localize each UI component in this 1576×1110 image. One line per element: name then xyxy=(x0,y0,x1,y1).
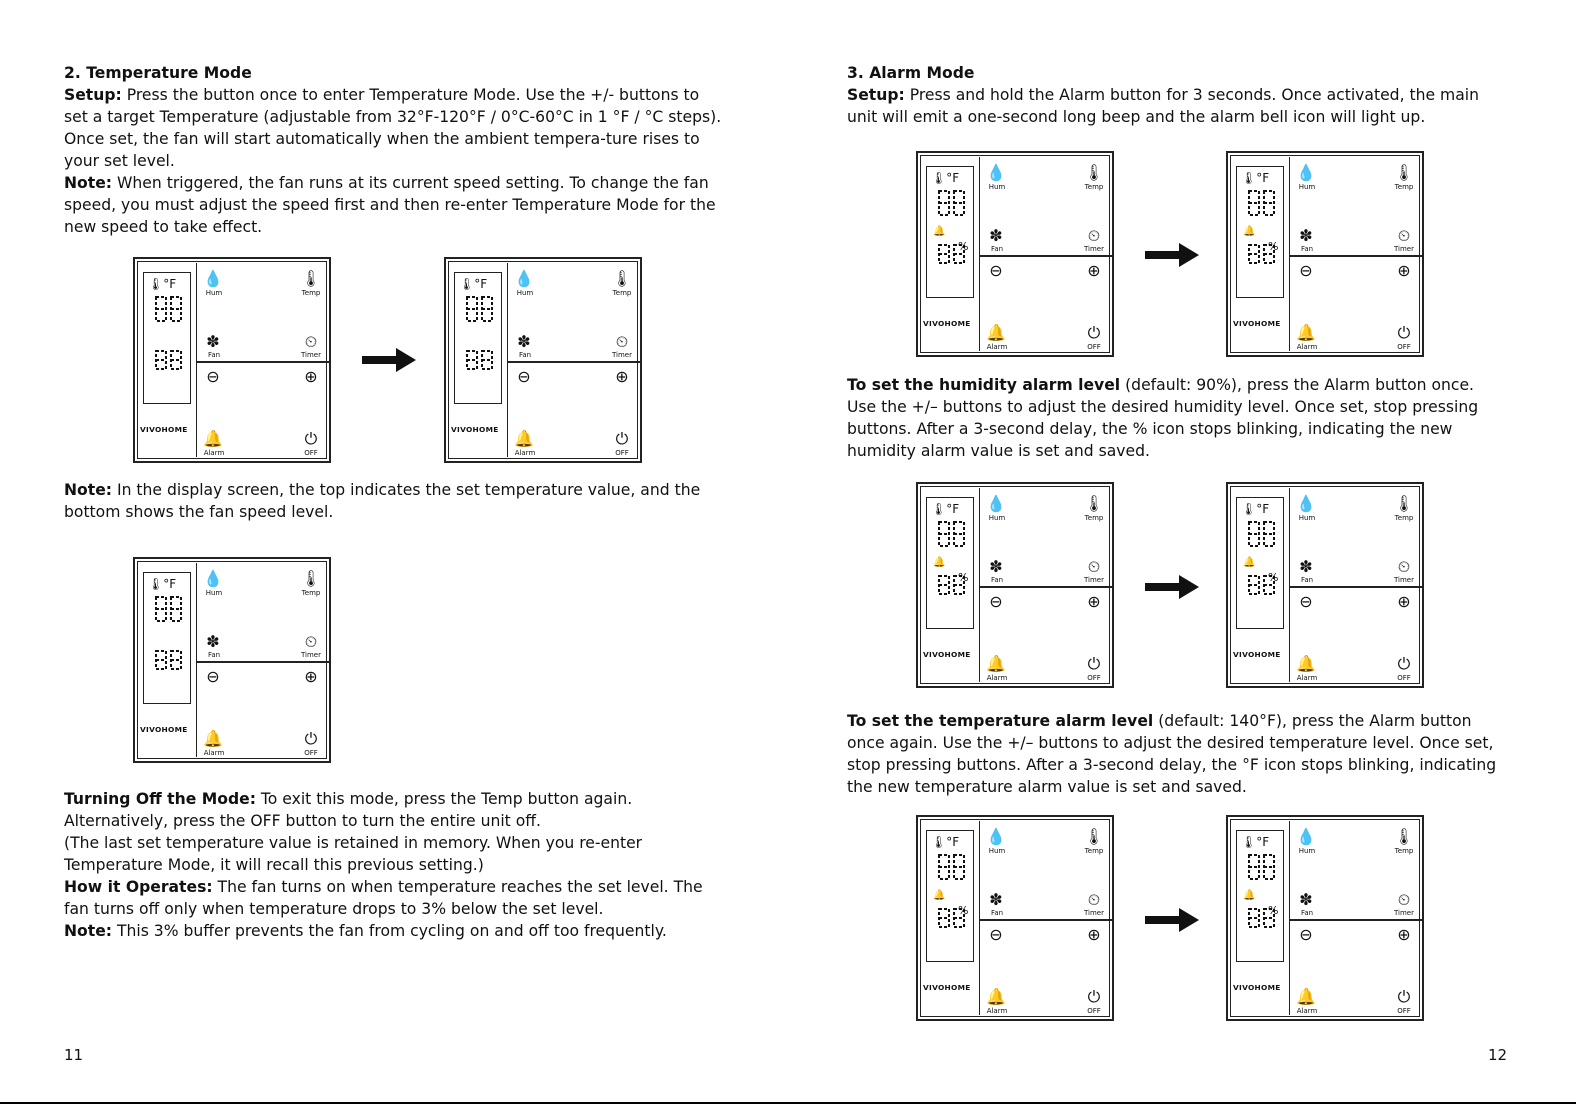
power-icon: ⏻ xyxy=(1087,323,1101,342)
horizontal-divider xyxy=(1289,255,1422,257)
seven-segment-top xyxy=(154,595,184,623)
temp-label: Temp xyxy=(1394,514,1414,522)
fahrenheit-indicator: 🌡°F xyxy=(1241,502,1270,516)
control-panel-diagram-8 xyxy=(916,815,1114,1021)
thermometer-icon: 🌡 xyxy=(1241,171,1257,185)
bottom-rule xyxy=(0,1102,1576,1104)
plus-icon: ⊕ xyxy=(615,367,629,386)
temp-label: Temp xyxy=(1394,847,1414,855)
off-label: OFF xyxy=(304,449,318,457)
fan-icon: ✽ xyxy=(517,332,531,351)
timer-label: Timer xyxy=(300,651,321,659)
off-label: OFF xyxy=(615,449,629,457)
hum-label: Hum xyxy=(988,183,1006,191)
thermometer-icon: 🌡 xyxy=(300,269,322,288)
bell-icon: 🔔 xyxy=(986,654,1006,673)
seven-segment-bottom xyxy=(465,349,495,377)
arrow-right-icon xyxy=(362,348,416,372)
percent-indicator: % xyxy=(958,904,969,917)
bell-icon: 🔔 xyxy=(1296,323,1316,342)
percent-indicator: % xyxy=(1268,240,1279,253)
lcd-display xyxy=(926,497,974,629)
percent-indicator: % xyxy=(1268,904,1279,917)
temp-label: Temp xyxy=(1394,183,1414,191)
droplets-icon: 💧 xyxy=(986,163,1006,182)
off-label: OFF xyxy=(1397,674,1411,682)
left-page-text xyxy=(64,62,724,238)
alarm-label: Alarm xyxy=(203,449,225,457)
plus-icon: ⊕ xyxy=(304,667,318,686)
seven-segment-top xyxy=(1247,189,1277,217)
lcd-display xyxy=(143,572,191,704)
temperature-setup-paragraph: Setup: Press the button once to enter Temperature Mode. Use the +/- buttons to set a target Temperature (adjustable from 32°F-120°F / 0°C-60°C in 1 °F / °C steps). Once set, the fan will start automatically when the ambient tempera-ture rises to your set level. xyxy=(64,86,722,170)
bell-icon: 🔔 xyxy=(1296,987,1316,1006)
fahrenheit-indicator: 🌡°F xyxy=(1241,835,1270,849)
horizontal-divider xyxy=(979,255,1112,257)
hum-label: Hum xyxy=(988,847,1006,855)
temp-label: Temp xyxy=(1084,847,1104,855)
hum-label: Hum xyxy=(1298,514,1316,522)
seven-segment-top xyxy=(937,853,967,881)
vivohome-logo: VIVOHOME xyxy=(1233,319,1281,328)
clock-icon: ⏲ xyxy=(1397,226,1411,245)
clock-icon: ⏲ xyxy=(304,632,318,651)
thermometer-icon: 🌡 xyxy=(1083,163,1105,182)
minus-icon: ⊖ xyxy=(989,261,1003,280)
arrow-right-icon xyxy=(1145,908,1199,932)
thermometer-icon: 🌡 xyxy=(931,835,947,849)
horizontal-divider xyxy=(507,361,640,363)
temp-label: Temp xyxy=(1084,183,1104,191)
lcd-display xyxy=(454,272,502,404)
percent-indicator: % xyxy=(1268,571,1279,584)
seven-segment-bottom xyxy=(154,349,184,377)
seven-segment-top xyxy=(465,295,495,323)
control-panel-diagram-6 xyxy=(916,482,1114,688)
vivohome-logo: VIVOHOME xyxy=(451,425,499,434)
minus-icon: ⊖ xyxy=(1299,261,1313,280)
thermometer-icon: 🌡 xyxy=(1083,827,1105,846)
temp-label: Temp xyxy=(1084,514,1104,522)
fan-label: Fan xyxy=(518,351,532,359)
minus-icon: ⊖ xyxy=(989,592,1003,611)
percent-indicator: % xyxy=(958,571,969,584)
temp-label: Temp xyxy=(301,289,321,297)
alarm-label: Alarm xyxy=(514,449,536,457)
bell-indicator-icon: 🔔 xyxy=(1243,557,1256,568)
minus-icon: ⊖ xyxy=(206,367,220,386)
display-note: Note: In the display screen, the top indicates the set temperature value, and the bottom shows the fan speed level. xyxy=(64,481,701,521)
turning-off-section: Turning Off the Mode: To exit this mode, press the Temp button again. Alternatively, press the OFF button to turn the entire unit off. (The last set temperature value is retained in memory. When you re-enter Temperature Mode, it will recall this previous setting.) How it Operates: The fan turns on when temperature reaches the set level. The fan turns off only when temperature drops to 3% below the set level. Note: This 3% buffer prevents the fan from cycling on and off too frequently. xyxy=(64,790,703,940)
thermometer-icon: 🌡 xyxy=(931,502,947,516)
vivohome-logo: VIVOHOME xyxy=(140,725,188,734)
arrow-right-icon xyxy=(1145,575,1199,599)
fan-icon: ✽ xyxy=(989,226,1003,245)
thermometer-icon: 🌡 xyxy=(611,269,633,288)
hum-label: Hum xyxy=(516,289,534,297)
thermometer-icon: 🌡 xyxy=(931,171,947,185)
plus-icon: ⊕ xyxy=(304,367,318,386)
off-label: OFF xyxy=(1397,1007,1411,1015)
hum-label: Hum xyxy=(205,289,223,297)
vertical-divider xyxy=(1289,488,1290,682)
vertical-divider xyxy=(1289,821,1290,1015)
alarm-label: Alarm xyxy=(986,1007,1008,1015)
bell-indicator-icon: 🔔 xyxy=(1243,226,1256,237)
hum-label: Hum xyxy=(988,514,1006,522)
minus-icon: ⊖ xyxy=(206,667,220,686)
fan-label: Fan xyxy=(207,351,221,359)
alarm-label: Alarm xyxy=(1296,1007,1318,1015)
horizontal-divider xyxy=(196,361,329,363)
control-panel-diagram-5 xyxy=(1226,151,1424,357)
control-panel-diagram-9 xyxy=(1226,815,1424,1021)
thermometer-icon: 🌡 xyxy=(1241,835,1257,849)
horizontal-divider xyxy=(196,661,329,663)
droplets-icon: 💧 xyxy=(1296,827,1316,846)
fan-label: Fan xyxy=(990,909,1004,917)
bell-icon: 🔔 xyxy=(203,429,223,448)
fan-icon: ✽ xyxy=(206,632,220,651)
vertical-divider xyxy=(196,563,197,757)
bell-icon: 🔔 xyxy=(203,729,223,748)
thermometer-icon: 🌡 xyxy=(1393,494,1415,513)
hum-label: Hum xyxy=(1298,183,1316,191)
timer-label: Timer xyxy=(1083,909,1104,917)
bell-indicator-icon: 🔔 xyxy=(933,557,946,568)
seven-segment-top xyxy=(937,520,967,548)
thermometer-icon: 🌡 xyxy=(1083,494,1105,513)
fan-label: Fan xyxy=(990,576,1004,584)
lcd-display xyxy=(1236,830,1284,962)
horizontal-divider xyxy=(979,586,1112,588)
vivohome-logo: VIVOHOME xyxy=(923,983,971,992)
fahrenheit-indicator: 🌡°F xyxy=(148,277,177,291)
page-number-right: 12 xyxy=(1488,1046,1508,1064)
power-icon: ⏻ xyxy=(1397,654,1411,673)
temp-label: Temp xyxy=(612,289,632,297)
power-icon: ⏻ xyxy=(1397,323,1411,342)
fahrenheit-indicator: 🌡°F xyxy=(459,277,488,291)
vivohome-logo: VIVOHOME xyxy=(1233,650,1281,659)
clock-icon: ⏲ xyxy=(304,332,318,351)
fahrenheit-indicator: 🌡°F xyxy=(1241,171,1270,185)
vertical-divider xyxy=(507,263,508,457)
droplets-icon: 💧 xyxy=(203,269,223,288)
bell-icon: 🔔 xyxy=(514,429,534,448)
plus-icon: ⊕ xyxy=(1397,592,1411,611)
bell-icon: 🔔 xyxy=(986,987,1006,1006)
alarm-label: Alarm xyxy=(1296,674,1318,682)
power-icon: ⏻ xyxy=(304,429,318,448)
fan-icon: ✽ xyxy=(989,890,1003,909)
fan-icon: ✽ xyxy=(1299,890,1313,909)
timer-label: Timer xyxy=(1083,576,1104,584)
droplets-icon: 💧 xyxy=(1296,494,1316,513)
plus-icon: ⊕ xyxy=(1087,592,1101,611)
power-icon: ⏻ xyxy=(1397,987,1411,1006)
control-panel-diagram-1 xyxy=(133,257,331,463)
vivohome-logo: VIVOHOME xyxy=(923,319,971,328)
off-label: OFF xyxy=(1087,343,1101,351)
thermometer-icon: 🌡 xyxy=(148,577,164,591)
fan-icon: ✽ xyxy=(1299,226,1313,245)
control-panel-diagram-2 xyxy=(444,257,642,463)
arrow-right-icon xyxy=(1145,243,1199,267)
timer-label: Timer xyxy=(611,351,632,359)
fan-label: Fan xyxy=(1300,576,1314,584)
alarm-setup-paragraph: Setup: Press and hold the Alarm button for 3 seconds. Once activated, the main unit will emit a one-second long beep and the alarm bell icon will light up. xyxy=(847,86,1480,126)
vertical-divider xyxy=(979,157,980,351)
fan-label: Fan xyxy=(207,651,221,659)
plus-icon: ⊕ xyxy=(1397,925,1411,944)
thermometer-icon: 🌡 xyxy=(1393,163,1415,182)
power-icon: ⏻ xyxy=(615,429,629,448)
vertical-divider xyxy=(979,821,980,1015)
bell-indicator-icon: 🔔 xyxy=(1243,890,1256,901)
seven-segment-top xyxy=(937,189,967,217)
thermometer-icon: 🌡 xyxy=(300,569,322,588)
page-number-left: 11 xyxy=(64,1046,84,1064)
fahrenheit-indicator: 🌡°F xyxy=(931,171,960,185)
thermometer-icon: 🌡 xyxy=(1393,827,1415,846)
thermometer-icon: 🌡 xyxy=(148,277,164,291)
off-label: OFF xyxy=(304,749,318,757)
control-panel-diagram-3 xyxy=(133,557,331,763)
temperature-mode-heading: 2. Temperature Mode xyxy=(64,64,252,82)
bell-indicator-icon: 🔔 xyxy=(933,890,946,901)
minus-icon: ⊖ xyxy=(1299,592,1313,611)
lcd-display xyxy=(1236,497,1284,629)
power-icon: ⏻ xyxy=(1087,987,1101,1006)
timer-label: Timer xyxy=(300,351,321,359)
right-page-text xyxy=(847,62,1507,128)
horizontal-divider xyxy=(979,919,1112,921)
hum-label: Hum xyxy=(205,589,223,597)
fan-icon: ✽ xyxy=(206,332,220,351)
vivohome-logo: VIVOHOME xyxy=(140,425,188,434)
droplets-icon: 💧 xyxy=(986,827,1006,846)
alarm-label: Alarm xyxy=(1296,343,1318,351)
fahrenheit-indicator: 🌡°F xyxy=(931,835,960,849)
fahrenheit-indicator: 🌡°F xyxy=(148,577,177,591)
fan-label: Fan xyxy=(1300,909,1314,917)
plus-icon: ⊕ xyxy=(1397,261,1411,280)
hum-label: Hum xyxy=(1298,847,1316,855)
plus-icon: ⊕ xyxy=(1087,925,1101,944)
seven-segment-top xyxy=(154,295,184,323)
power-icon: ⏻ xyxy=(304,729,318,748)
vertical-divider xyxy=(1289,157,1290,351)
clock-icon: ⏲ xyxy=(1087,890,1101,909)
control-panel-diagram-7 xyxy=(1226,482,1424,688)
bell-icon: 🔔 xyxy=(1296,654,1316,673)
clock-icon: ⏲ xyxy=(615,332,629,351)
off-label: OFF xyxy=(1397,343,1411,351)
thermometer-icon: 🌡 xyxy=(459,277,475,291)
vivohome-logo: VIVOHOME xyxy=(1233,983,1281,992)
power-icon: ⏻ xyxy=(1087,654,1101,673)
fan-label: Fan xyxy=(990,245,1004,253)
droplets-icon: 💧 xyxy=(514,269,534,288)
seven-segment-top xyxy=(1247,853,1277,881)
plus-icon: ⊕ xyxy=(1087,261,1101,280)
timer-label: Timer xyxy=(1393,576,1414,584)
off-label: OFF xyxy=(1087,1007,1101,1015)
timer-label: Timer xyxy=(1083,245,1104,253)
timer-label: Timer xyxy=(1393,245,1414,253)
bell-indicator-icon: 🔔 xyxy=(933,226,946,237)
clock-icon: ⏲ xyxy=(1087,557,1101,576)
fan-icon: ✽ xyxy=(989,557,1003,576)
alarm-label: Alarm xyxy=(203,749,225,757)
lcd-display xyxy=(926,830,974,962)
seven-segment-bottom xyxy=(154,649,184,677)
lcd-display xyxy=(926,166,974,298)
alarm-label: Alarm xyxy=(986,674,1008,682)
minus-icon: ⊖ xyxy=(1299,925,1313,944)
percent-indicator: % xyxy=(958,240,969,253)
horizontal-divider xyxy=(1289,586,1422,588)
minus-icon: ⊖ xyxy=(989,925,1003,944)
fan-icon: ✽ xyxy=(1299,557,1313,576)
temperature-alarm-section: To set the temperature alarm level (default: 140°F), press the Alarm button once again. Use the +/– buttons to adjust the desired temperature level. Once set, stop pressing buttons. After a 3-second delay, the °F icon stops blinking, indicating the new temperature alarm value is set and saved. xyxy=(847,712,1497,796)
alarm-label: Alarm xyxy=(986,343,1008,351)
vertical-divider xyxy=(196,263,197,457)
off-label: OFF xyxy=(1087,674,1101,682)
temperature-note-paragraph: Note: When triggered, the fan runs at its current speed setting. To change the fan speed, you must adjust the speed first and then re-enter Temperature Mode for the new speed to take effect. xyxy=(64,174,716,236)
fan-label: Fan xyxy=(1300,245,1314,253)
alarm-mode-heading: 3. Alarm Mode xyxy=(847,64,975,82)
seven-segment-top xyxy=(1247,520,1277,548)
droplets-icon: 💧 xyxy=(203,569,223,588)
horizontal-divider xyxy=(1289,919,1422,921)
humidity-alarm-section: To set the humidity alarm level (default: 90%), press the Alarm button once. Use the +/– buttons to adjust the desired humidity level. Once set, stop pressing buttons. After a 3-second delay, the % icon stops blinking, indicating the new humidity alarm value is set and saved. xyxy=(847,376,1479,460)
bell-icon: 🔔 xyxy=(986,323,1006,342)
vivohome-logo: VIVOHOME xyxy=(923,650,971,659)
droplets-icon: 💧 xyxy=(986,494,1006,513)
clock-icon: ⏲ xyxy=(1087,226,1101,245)
thermometer-icon: 🌡 xyxy=(1241,502,1257,516)
clock-icon: ⏲ xyxy=(1397,890,1411,909)
droplets-icon: 💧 xyxy=(1296,163,1316,182)
timer-label: Timer xyxy=(1393,909,1414,917)
temp-label: Temp xyxy=(301,589,321,597)
lcd-display xyxy=(1236,166,1284,298)
minus-icon: ⊖ xyxy=(517,367,531,386)
vertical-divider xyxy=(979,488,980,682)
clock-icon: ⏲ xyxy=(1397,557,1411,576)
control-panel-diagram-4 xyxy=(916,151,1114,357)
lcd-display xyxy=(143,272,191,404)
fahrenheit-indicator: 🌡°F xyxy=(931,502,960,516)
